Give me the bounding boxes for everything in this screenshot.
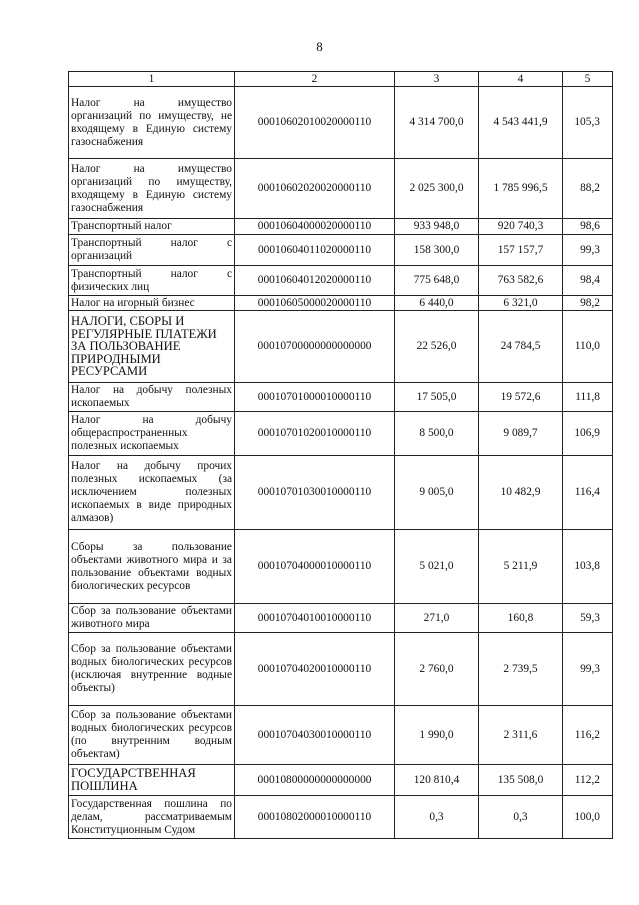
row-fact: 160,8	[479, 604, 563, 633]
page-number: 8	[316, 39, 323, 54]
row-percent: 103,8	[563, 530, 613, 604]
row-code: 00010701020010000110	[235, 412, 395, 456]
row-percent: 116,4	[563, 456, 613, 530]
row-name: Сбор за пользование объектами водных биологических ресурсов (по внутренним водным объектам)	[69, 706, 235, 765]
row-plan: 0,3	[395, 796, 479, 839]
row-fact: 24 784,5	[479, 311, 563, 383]
row-code: 00010604000020000110	[235, 219, 395, 235]
row-plan: 271,0	[395, 604, 479, 633]
row-code: 00010604012020000110	[235, 266, 395, 296]
table-row-section	[69, 311, 613, 383]
table-row	[69, 633, 613, 706]
row-fact: 4 543 441,9	[479, 87, 563, 159]
row-name: Транспортный налог с организаций	[69, 235, 235, 266]
row-code: 00010701030010000110	[235, 456, 395, 530]
row-fact: 920 740,3	[479, 219, 563, 235]
table-row	[69, 796, 613, 839]
row-plan: 17 505,0	[395, 383, 479, 412]
row-plan: 933 948,0	[395, 219, 479, 235]
column-header-3: 3	[395, 72, 479, 87]
row-percent: 116,2	[563, 706, 613, 765]
row-fact: 135 508,0	[479, 765, 563, 796]
row-percent: 106,9	[563, 412, 613, 456]
row-percent: 98,2	[563, 296, 613, 311]
row-code: 00010802000010000110	[235, 796, 395, 839]
row-name: Налог на имущество организаций по имуществу, входящему в Единую систему газоснабжения	[69, 159, 235, 219]
row-fact: 763 582,6	[479, 266, 563, 296]
row-name: Налог на добычу полезных ископаемых	[69, 383, 235, 412]
row-fact: 19 572,6	[479, 383, 563, 412]
table-row	[69, 87, 613, 159]
row-code: 00010605000020000110	[235, 296, 395, 311]
table-row	[69, 219, 613, 235]
row-name: Сбор за пользование объектами животного мира	[69, 604, 235, 633]
row-fact: 2 739,5	[479, 633, 563, 706]
row-code: 00010704020010000110	[235, 633, 395, 706]
row-percent: 100,0	[563, 796, 613, 839]
row-percent: 98,4	[563, 266, 613, 296]
row-code: 00010700000000000000	[235, 311, 395, 383]
row-code: 00010604011020000110	[235, 235, 395, 266]
row-plan: 1 990,0	[395, 706, 479, 765]
row-plan: 2 025 300,0	[395, 159, 479, 219]
row-percent: 110,0	[563, 311, 613, 383]
row-code: 00010701000010000110	[235, 383, 395, 412]
row-name: Налог на имущество организаций по имуществу, не входящему в Единую систему газоснабжения	[69, 87, 235, 159]
row-plan: 775 648,0	[395, 266, 479, 296]
row-name: ГОСУДАРСТВЕННАЯ ПОШЛИНА	[69, 765, 235, 796]
row-name: Сборы за пользование объектами животного мира и за пользование объектами водных биологических ресурсов	[69, 530, 235, 604]
row-name: Государственная пошлина по делам, рассматриваемым Конституционным Судом	[69, 796, 235, 839]
row-plan: 8 500,0	[395, 412, 479, 456]
row-name: Налог на добычу общераспространенных полезных ископаемых	[69, 412, 235, 456]
table-row	[69, 706, 613, 765]
column-header-1: 1	[69, 72, 235, 87]
row-code: 00010800000000000000	[235, 765, 395, 796]
row-name: Налог на игорный бизнес	[69, 296, 235, 311]
row-percent: 88,2	[563, 159, 613, 219]
row-name: Сбор за пользование объектами водных биологических ресурсов (исключая внутренние водные объекты)	[69, 633, 235, 706]
row-fact: 0,3	[479, 796, 563, 839]
budget-table	[68, 71, 613, 839]
row-fact: 2 311,6	[479, 706, 563, 765]
row-code: 00010602020020000110	[235, 159, 395, 219]
row-plan: 2 760,0	[395, 633, 479, 706]
table-header-row	[69, 72, 613, 87]
row-name: Транспортный налог	[69, 219, 235, 235]
row-percent: 98,6	[563, 219, 613, 235]
column-header-2: 2	[235, 72, 395, 87]
row-percent: 99,3	[563, 633, 613, 706]
row-fact: 5 211,9	[479, 530, 563, 604]
row-name: Транспортный налог с физических лиц	[69, 266, 235, 296]
row-name: НАЛОГИ, СБОРЫ И РЕГУЛЯРНЫЕ ПЛАТЕЖИ ЗА ПОЛЬЗОВАНИЕ ПРИРОДНЫМИ РЕСУРСАМИ	[69, 311, 235, 383]
row-plan: 120 810,4	[395, 765, 479, 796]
row-plan: 158 300,0	[395, 235, 479, 266]
row-plan: 5 021,0	[395, 530, 479, 604]
table-row	[69, 296, 613, 311]
row-percent: 112,2	[563, 765, 613, 796]
row-percent: 59,3	[563, 604, 613, 633]
row-fact: 9 089,7	[479, 412, 563, 456]
row-plan: 6 440,0	[395, 296, 479, 311]
table-row	[69, 235, 613, 266]
table-row	[69, 159, 613, 219]
row-fact: 10 482,9	[479, 456, 563, 530]
row-code: 00010704000010000110	[235, 530, 395, 604]
row-fact: 6 321,0	[479, 296, 563, 311]
table-row	[69, 604, 613, 633]
row-code: 00010704010010000110	[235, 604, 395, 633]
table-row	[69, 412, 613, 456]
row-plan: 4 314 700,0	[395, 87, 479, 159]
row-percent: 105,3	[563, 87, 613, 159]
row-plan: 9 005,0	[395, 456, 479, 530]
row-percent: 99,3	[563, 235, 613, 266]
row-fact: 157 157,7	[479, 235, 563, 266]
row-code: 00010704030010000110	[235, 706, 395, 765]
table-row	[69, 456, 613, 530]
table-row	[69, 383, 613, 412]
column-header-4: 4	[479, 72, 563, 87]
row-name: Налог на добычу прочих полезных ископаемых (за исключением полезных ископаемых в виде природных алмазов)	[69, 456, 235, 530]
table-row	[69, 266, 613, 296]
row-fact: 1 785 996,5	[479, 159, 563, 219]
table-row	[69, 530, 613, 604]
row-code: 00010602010020000110	[235, 87, 395, 159]
row-plan: 22 526,0	[395, 311, 479, 383]
column-header-5: 5	[563, 72, 613, 87]
row-percent: 111,8	[563, 383, 613, 412]
table-row-section	[69, 765, 613, 796]
